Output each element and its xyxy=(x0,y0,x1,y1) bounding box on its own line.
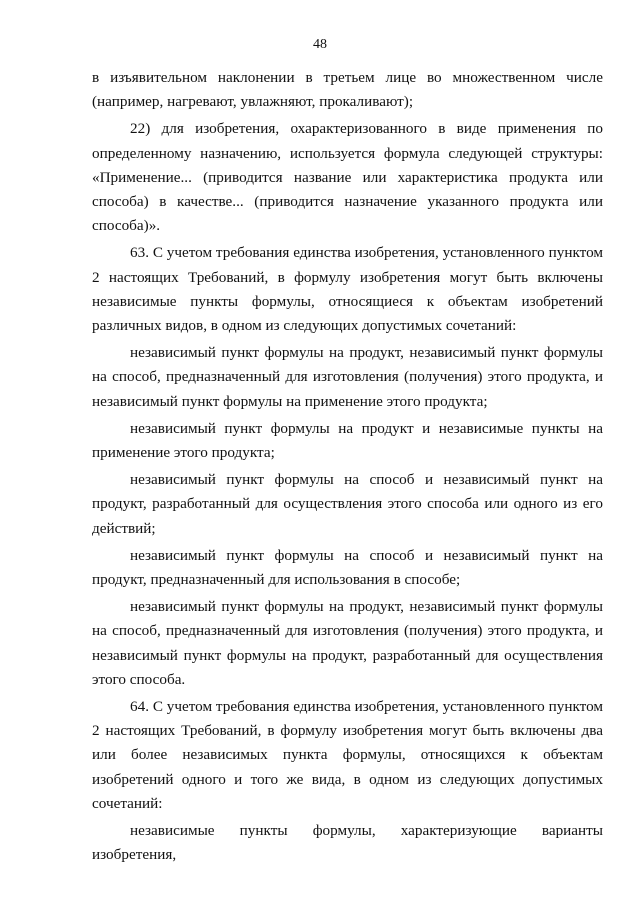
list-item: независимый пункт формулы на продукт и независимые пункты на применение этого продукта; xyxy=(92,419,603,462)
list-item: независимый пункт формулы на продукт, независимый пункт формулы на способ, предназначенный для изготовления (получения) этого продукта, и независимый пункт формулы на применение этого продукта; xyxy=(92,344,603,410)
page-number: 48 xyxy=(313,37,327,52)
paragraph-continuation: в изъявительном наклонении в третьем лице во множественном числе (например, нагревают, увлажняют, прокаливают); xyxy=(92,69,603,111)
document-body xyxy=(92,66,603,868)
list-item: независимый пункт формулы на способ и независимый пункт на продукт, разработанный для осуществления этого способа или одного из его действий; xyxy=(92,471,603,537)
paragraph-section-63: 63. С учетом требования единства изобретения, установленного пунктом 2 настоящих Требований, в формулу изобретения могут быть включены независимые пункты формулы, относящиеся к объектам изобретений различных видов, в одном из следующих допустимых сочетаний: xyxy=(92,244,603,335)
list-item: независимый пункт формулы на способ и независимый пункт на продукт, предназначенный для использования в способе; xyxy=(92,546,603,589)
paragraph-section-64: 64. С учетом требования единства изобретения, установленного пунктом 2 настоящих Требований, в формулу изобретения могут быть включены два или более независимых пункта формулы, относящихся к объектам изобретений одного и того же вида, в одном из следующих допустимых сочетаний: xyxy=(92,698,603,812)
list-item: независимый пункт формулы на продукт, независимый пункт формулы на способ, предназначенный для изготовления (получения) этого продукта, и независимый пункт формулы на продукт, разработанный для осуществления этого способа. xyxy=(92,598,603,688)
paragraph-item-22: 22) для изобретения, охарактеризованного в виде применения по определенному назначению, используется формула следующей структуры: «Применение... (приводится название или характеристика продукта или способа) в качестве... (приводится назначение указанного продукта или способа)». xyxy=(92,120,603,235)
list-item: независимые пункты формулы, характеризующие варианты изобретения, xyxy=(92,822,603,864)
